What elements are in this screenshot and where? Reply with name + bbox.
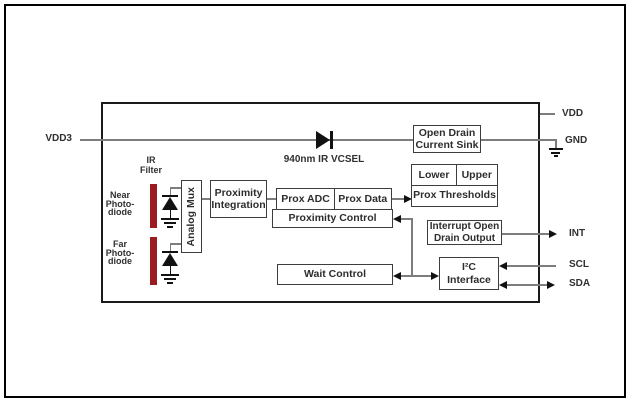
ir-filter-label-line1: IR [146, 155, 156, 165]
ground-icon [549, 148, 563, 150]
arrowhead-right-icon [549, 230, 557, 238]
arrowhead-right-icon [547, 281, 555, 289]
far-photodiode-label [98, 240, 142, 266]
block-open-drain-current-sink [413, 125, 481, 153]
pin-vdd: VDD [562, 108, 584, 119]
vdd-stub-wire [540, 113, 555, 115]
block-wait-control [277, 264, 393, 285]
far-pd-label-line2: Photo- [105, 247, 135, 258]
ground-icon [554, 155, 558, 157]
vcsel-diode-cathode-icon [330, 131, 333, 149]
current-sink-gnd-wire [481, 139, 556, 141]
vcsel-diode-icon [316, 131, 330, 149]
wait-control-label: Wait Control [303, 268, 366, 281]
near-pd-label-line3: diode [108, 207, 132, 218]
block-prox-adc [276, 188, 335, 210]
ir-filter-label-line2: Filter [139, 165, 162, 175]
ir-filter-label [126, 155, 176, 175]
proximity-integration-label-line2: Integration [211, 199, 266, 211]
ground-icon [167, 226, 173, 228]
ground-icon [161, 218, 179, 220]
analog-mux-label: Analog Mux [185, 186, 198, 247]
block-proximity-integration [210, 180, 267, 218]
far-photodiode-icon [162, 253, 178, 266]
far-pd-stem [170, 243, 172, 251]
far-pd-gnd-stem [170, 266, 172, 274]
arrowhead-left-icon [393, 272, 401, 280]
wait-i2c-wire [400, 275, 433, 277]
ir-filter-bar-far [150, 237, 157, 285]
pin-vdd3: VDD3 [45, 133, 72, 144]
interrupt-output-label-line1: Interrupt Open [429, 221, 500, 232]
scl-wire [506, 265, 556, 267]
vdd3-wire [80, 139, 413, 141]
int-wire [502, 233, 551, 235]
pin-gnd: GND [565, 135, 588, 146]
block-interrupt-open-drain-output [427, 220, 502, 245]
ground-icon [551, 152, 560, 154]
arrowhead-left-icon [393, 215, 401, 223]
open-drain-current-sink-label-line1: Open Drain [418, 126, 476, 139]
near-photodiode-label [98, 191, 142, 217]
block-prox-data [334, 188, 393, 210]
block-upper-threshold [456, 164, 499, 186]
near-pd-label-line1: Near [109, 190, 130, 200]
bus-proxcontrol-wire [399, 218, 413, 220]
interrupt-output-label-line2: Drain Output [433, 232, 496, 244]
vcsel-label: 940nm IR VCSEL [283, 154, 365, 165]
ir-filter-bar-near [150, 184, 157, 228]
open-drain-current-sink-label-line2: Current Sink [415, 139, 479, 151]
near-pd-label-line2: Photo- [105, 198, 135, 209]
pin-scl: SCL [569, 259, 589, 270]
block-i2c-interface [439, 257, 499, 290]
i2c-label-line1: I²C [462, 261, 476, 273]
prox-adc-label: Prox ADC [281, 192, 330, 205]
near-pd-gnd-stem [170, 210, 172, 218]
proximity-control-label: Proximity Control [288, 211, 377, 224]
upper-label: Upper [461, 168, 492, 181]
proximity-integration-label-line1: Proximity [214, 186, 263, 199]
far-pd-label-line3: diode [108, 256, 132, 267]
gnd-drop-wire [555, 139, 557, 148]
block-prox-thresholds [411, 185, 498, 207]
far-pd-label-line1: Far [112, 239, 127, 249]
arrowhead-left-icon [499, 281, 507, 289]
ground-icon [164, 278, 176, 280]
ground-icon [164, 222, 176, 224]
block-lower-threshold [411, 164, 457, 186]
prox-data-label: Prox Data [338, 192, 388, 205]
sda-wire [506, 284, 549, 286]
pin-int: INT [569, 228, 586, 239]
ground-icon [167, 282, 173, 284]
block-proximity-control [272, 209, 393, 228]
lower-label: Lower [418, 168, 450, 181]
i2c-label-line2: Interface [447, 273, 491, 286]
near-pd-stem [170, 187, 172, 195]
ground-icon [161, 274, 179, 276]
control-bus-vertical-wire [411, 218, 413, 276]
pin-sda: SDA [569, 278, 591, 289]
arrowhead-left-icon [499, 262, 507, 270]
prox-thresholds-label: Prox Thresholds [413, 189, 496, 202]
block-analog-mux [181, 180, 202, 253]
near-photodiode-icon [162, 197, 178, 210]
arrowhead-right-icon [431, 272, 439, 280]
